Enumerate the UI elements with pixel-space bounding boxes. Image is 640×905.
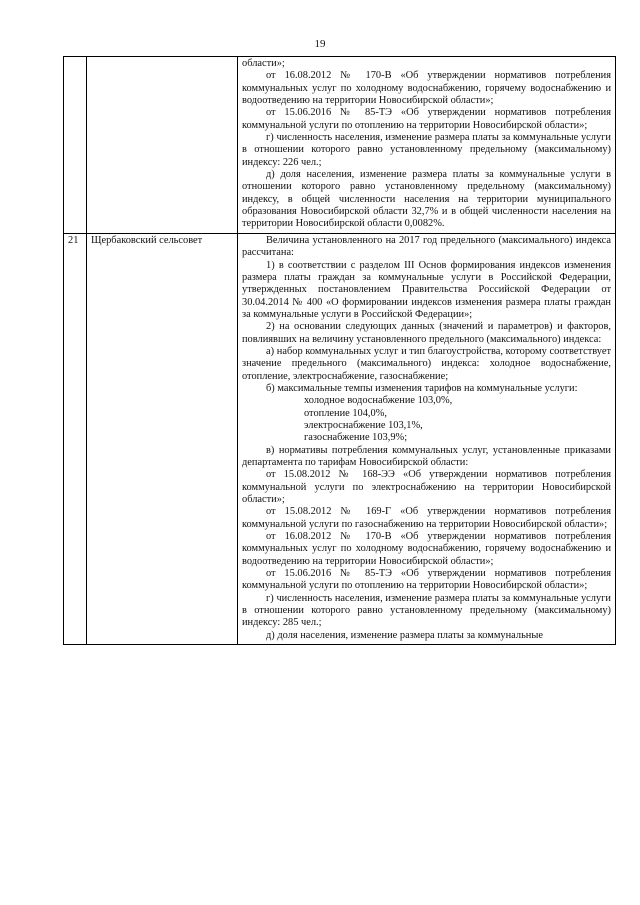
municipality-cell: Щербаковский сельсовет: [87, 233, 238, 644]
row-number-cell: 21: [64, 233, 87, 644]
paragraph: д) доля населения, изменение размера платы за коммунальные: [266, 629, 543, 641]
paragraph: от 16.08.2012 № 170-В «Об утверждении нормативов потребления коммунальных услуг по холодному водоснабжению, горячему водоснабжению и водоотведению на территории Новосибирской области»;: [242, 70, 611, 107]
paragraph: от 15.06.2016 № 85-ТЭ «Об утверждении нормативов потребления коммунальной услуги по отоплению на территории Новосибирской области»;: [242, 107, 611, 131]
table-row: [64, 57, 616, 234]
paragraph: от 15.08.2012 № 169-Г «Об утверждении нормативов потребления коммунальной услуги по газоснабжению на территории Новосибирской области»;: [242, 506, 611, 530]
paragraph: д) доля населения, изменение размера платы за коммунальные услуги в отношении которого равно установленному предельному (максимальному) индексу, в общей численности населения на территории муниципального образования Новосибирской области 32,7% и в общей численности населения на территории Новосибирской области 0,0082%.: [242, 169, 611, 230]
paragraph: от 16.08.2012 № 170-В «Об утверждении нормативов потребления коммунальных услуг по холодному водоснабжению, горячему водоснабжению и водоотведению на территории Новосибирской области»;: [242, 531, 611, 567]
description-cell: [238, 57, 616, 234]
paragraph: а) набор коммунальных услуг и тип благоустройства, которому соответствует значение предельного (максимального) индекса: холодное водоснабжение, отопление, электроснабжение, газоснабжение;: [242, 345, 611, 382]
paragraph: 2) на основании следующих данных (значений и параметров) и факторов, повлиявших на величину установленного предельного (максимального) индекса:: [242, 321, 611, 345]
description-cell: [238, 233, 616, 644]
table-row: [64, 233, 616, 644]
paragraph: от 15.06.2016 № 85-ТЭ «Об утверждении нормативов потребления коммунальной услуги по отоплению на территории Новосибирской области»;: [242, 568, 611, 592]
tariff-line: газоснабжение 103,9%;: [304, 432, 408, 444]
paragraph: области»;: [242, 58, 285, 69]
paragraph: в) нормативы потребления коммунальных услуг, установленные приказами департамента по тарифам Новосибирской области:: [242, 444, 611, 468]
paragraph-list: [242, 235, 611, 395]
paragraph: 1) в соответствии с разделом III Основ формирования индексов изменения размера платы граждан за коммунальные услуги в Российской Федерации, утвержденных постановлением Правительства Российской Федерации от 30.04.2014 № 400 «О формировании индексов изменения размера платы граждан за коммунальные услуги в Российской Федерации»;: [242, 259, 611, 320]
paragraph: г) численность населения, изменение размера платы за коммунальные услуги в отношении которого равно установленному предельному (максимальному) индексу: 226 чел.;: [242, 132, 611, 168]
paragraph-list: [242, 445, 611, 643]
paragraph: б) максимальные темпы изменения тарифов на коммунальные услуги:: [266, 382, 578, 394]
tariff-line: холодное водоснабжение 103,0%,: [304, 395, 453, 407]
tariff-list: [242, 395, 611, 444]
paragraph-list: [242, 58, 611, 231]
row-number-cell: [64, 57, 87, 234]
paragraph: г) численность населения, изменение размера платы за коммунальные услуги в отношении которого равно установленному предельному (максимальному) индексу: 285 чел.;: [242, 592, 611, 629]
page-number: 19: [314, 38, 326, 50]
paragraph: от 15.08.2012 № 168-ЭЭ «Об утверждении нормативов потребления коммунальной услуги по электроснабжению на территории Новосибирской области»;: [242, 469, 611, 506]
paragraph: Величина установленного на 2017 год предельного (максимального) индекса рассчитана:: [242, 234, 611, 259]
tariff-line: отопление 104,0%,: [304, 407, 387, 419]
municipality-cell: [87, 57, 238, 234]
tariff-line: электроснабжение 103,1%,: [304, 419, 423, 431]
tariff-index-table: [63, 56, 616, 645]
